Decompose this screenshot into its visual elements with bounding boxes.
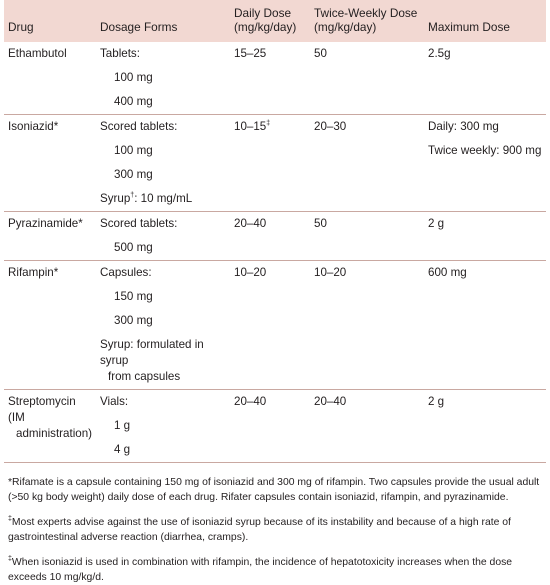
cell-daily-dose [230, 115, 310, 212]
drug-line2: administration) [16, 427, 93, 440]
cell-daily-dose: 15–25 [234, 47, 267, 60]
forms-label: Vials: [100, 395, 129, 408]
table-row-ethambutol [4, 42, 546, 115]
header-drug: Drug [8, 20, 34, 34]
forms-item: 100 mg [114, 71, 153, 84]
footnote-mark: ‡ [8, 555, 12, 563]
daily-value: 10–15 [234, 120, 267, 133]
table-row-pyrazinamide [4, 212, 546, 261]
header-row [4, 0, 546, 42]
max-line2: Twice weekly: 900 mg [428, 144, 542, 157]
table-row-streptomycin [4, 390, 546, 463]
forms-extra-pre: Syrup [100, 192, 131, 205]
header-twice-weekly-dose [310, 0, 424, 42]
forms-item: 400 mg [114, 95, 153, 108]
cell-twice-weekly-dose: 20–40 [314, 395, 347, 408]
cell-daily-dose: 20–40 [234, 395, 267, 408]
cell-dosage-forms [96, 42, 230, 115]
footnote-rifamate: *Rifamate is a capsule containing 150 mg of isoniazid and 300 mg of rifampin. Two capsules provide the usual adult (>50 kg body weight) daily dose of each drug. Rifater capsules contain isoniazid, rifampin, and pyrazinamide. [8, 477, 540, 503]
max-line1: Daily: 300 mg [428, 120, 499, 133]
header-dosage-forms: Dosage Forms [100, 20, 178, 34]
header-maximum-dose: Maximum Dose [428, 20, 510, 34]
cell-drug: Ethambutol [8, 47, 67, 60]
drug-line1: Streptomycin (IM [8, 395, 76, 424]
cell-daily-dose: 20–40 [234, 217, 267, 230]
forms-item: 500 mg [114, 241, 153, 254]
forms-item: 4 g [114, 443, 131, 456]
cell-drug: Pyrazinamide* [8, 217, 83, 230]
forms-extra-line1: Syrup: formulated in syrup [100, 338, 204, 367]
drug-dosage-table [4, 0, 546, 463]
header-daily-dose-line2: (mg/kg/day) [234, 20, 297, 34]
header-twice-weekly-line2: (mg/kg/day) [314, 20, 377, 34]
cell-dosage-forms [96, 115, 230, 212]
header-daily-dose [230, 0, 310, 42]
forms-label: Capsules: [100, 266, 152, 279]
table-body [4, 42, 546, 463]
forms-item: 300 mg [114, 168, 153, 181]
forms-item: 300 mg [114, 314, 153, 327]
cell-drug [4, 390, 96, 463]
table-row-isoniazid [4, 115, 546, 212]
forms-extra [100, 191, 226, 207]
cell-twice-weekly-dose: 50 [314, 47, 327, 60]
forms-item: 150 mg [114, 290, 153, 303]
footnotes [4, 463, 546, 585]
cell-maximum-dose: 2.5g [428, 47, 451, 60]
dagger-mark: † [130, 192, 135, 200]
footnote-hepatotoxicity [8, 555, 542, 585]
double-dagger-mark: ‡ [266, 120, 271, 128]
cell-twice-weekly-dose: 20–30 [314, 120, 347, 133]
header-daily-dose-line1: Daily Dose [234, 6, 292, 20]
footnote-text: When isoniazid is used in combination with rifampin, the incidence of hepatotoxicity increases when the dose exceeds 10 mg/kg/d. [8, 557, 513, 583]
forms-item: 100 mg [114, 144, 153, 157]
cell-twice-weekly-dose: 50 [314, 217, 327, 230]
forms-extra-line2: from capsules [108, 370, 181, 383]
footnote-isoniazid-syrup [8, 515, 542, 545]
header-twice-weekly-line1: Twice-Weekly Dose [314, 6, 418, 20]
cell-drug: Isoniazid* [8, 120, 59, 133]
footnote-text: Most experts advise against the use of isoniazid syrup because of its instability and because of a high rate of gastrointestinal adverse reaction (diarrhea, cramps). [8, 517, 511, 543]
cell-dosage-forms [96, 212, 230, 261]
cell-maximum-dose: 600 mg [428, 266, 467, 279]
forms-item: 1 g [114, 419, 131, 432]
table-header [4, 0, 546, 42]
cell-maximum-dose: 2 g [428, 217, 445, 230]
forms-label: Scored tablets: [100, 217, 178, 230]
forms-extra-post: : 10 mg/mL [134, 192, 193, 205]
forms-label: Scored tablets: [100, 120, 178, 133]
cell-dosage-forms [96, 390, 230, 463]
cell-drug: Rifampin* [8, 266, 59, 279]
cell-dosage-forms [96, 261, 230, 390]
table-row-rifampin [4, 261, 546, 390]
cell-daily-dose: 10–20 [234, 266, 267, 279]
cell-twice-weekly-dose: 10–20 [314, 266, 347, 279]
cell-maximum-dose [424, 115, 546, 212]
forms-label: Tablets: [100, 47, 140, 60]
footnote-mark: ‡ [8, 515, 12, 523]
cell-maximum-dose: 2 g [428, 395, 445, 408]
